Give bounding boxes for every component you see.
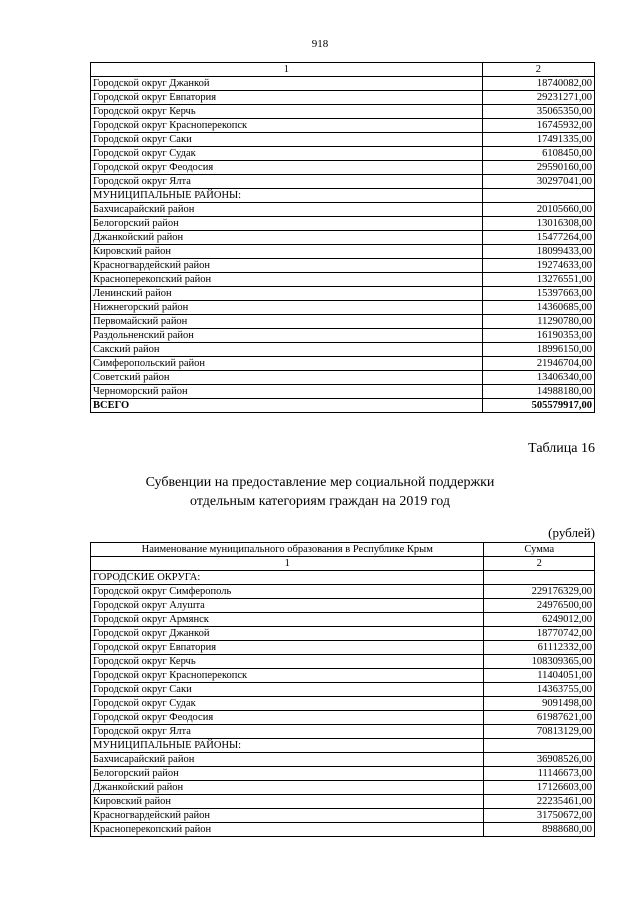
row-value: 11404051,00 (484, 669, 595, 683)
table-row (91, 91, 595, 105)
table-row (91, 273, 595, 287)
row-value: 20105660,00 (482, 203, 594, 217)
subvention-table (90, 542, 595, 837)
row-value: 14988180,00 (482, 385, 594, 399)
row-name: Кировский район (91, 795, 484, 809)
row-name: Городской округ Армянск (91, 613, 484, 627)
row-name: Белогорский район (91, 217, 483, 231)
row-value: 6249012,00 (484, 613, 595, 627)
table-row (91, 571, 595, 585)
table1-body (91, 77, 595, 399)
row-name: Советский район (91, 371, 483, 385)
row-value (484, 571, 595, 585)
table-row (91, 119, 595, 133)
table-title (0, 473, 640, 511)
unit-label: (рублей) (548, 525, 595, 540)
row-value: 17126603,00 (484, 781, 595, 795)
row-name: Красногвардейский район (91, 259, 483, 273)
row-name: Городской округ Евпатория (91, 641, 484, 655)
row-name: Белогорский район (91, 767, 484, 781)
row-value: 108309365,00 (484, 655, 595, 669)
column-number-1: 1 (91, 63, 483, 77)
table-title-line-2: отдельным категориям граждан на 2019 год (190, 494, 450, 509)
table-row (91, 105, 595, 119)
table-row (91, 613, 595, 627)
row-name: Джанкойский район (91, 231, 483, 245)
row-value: 61987621,00 (484, 711, 595, 725)
row-value: 19274633,00 (482, 259, 594, 273)
row-value: 9091498,00 (484, 697, 595, 711)
row-name: Городской округ Феодосия (91, 711, 484, 725)
table-row (91, 245, 595, 259)
row-value (484, 739, 595, 753)
table-row (91, 385, 595, 399)
row-value: 61112332,00 (484, 641, 595, 655)
row-value: 13016308,00 (482, 217, 594, 231)
row-name: Раздольненский район (91, 329, 483, 343)
table-row (91, 767, 595, 781)
table-row (91, 203, 595, 217)
table-row (91, 315, 595, 329)
row-name: Городской округ Саки (91, 133, 483, 147)
row-name: Городской округ Феодосия (91, 161, 483, 175)
total-value: 505579917,00 (482, 399, 594, 413)
row-name: Городской округ Джанкой (91, 77, 483, 91)
row-name: Городской округ Евпатория (91, 91, 483, 105)
row-value: 21946704,00 (482, 357, 594, 371)
table-row (91, 599, 595, 613)
row-name: Городской округ Джанкой (91, 627, 484, 641)
row-value: 13406340,00 (482, 371, 594, 385)
row-value: 14363755,00 (484, 683, 595, 697)
row-value: 6108450,00 (482, 147, 594, 161)
table-caption: Таблица 16 (528, 441, 595, 456)
row-name: МУНИЦИПАЛЬНЫЕ РАЙОНЫ: (91, 739, 484, 753)
row-value: 30297041,00 (482, 175, 594, 189)
total-row (91, 399, 595, 413)
table-row (91, 259, 595, 273)
column-number-row (91, 63, 595, 77)
row-value: 229176329,00 (484, 585, 595, 599)
row-name: МУНИЦИПАЛЬНЫЕ РАЙОНЫ: (91, 189, 483, 203)
row-value: 15397663,00 (482, 287, 594, 301)
row-value: 18770742,00 (484, 627, 595, 641)
row-value: 18740082,00 (482, 77, 594, 91)
row-value: 11146673,00 (484, 767, 595, 781)
row-name: Городской округ Ялта (91, 725, 484, 739)
row-name: Городской округ Ялта (91, 175, 483, 189)
table-row (91, 77, 595, 91)
row-value: 11290780,00 (482, 315, 594, 329)
table-row (91, 287, 595, 301)
row-value: 36908526,00 (484, 753, 595, 767)
row-name: Городской округ Керчь (91, 655, 484, 669)
row-name: Красноперекопский район (91, 823, 484, 837)
table-row (91, 343, 595, 357)
row-name: Первомайский район (91, 315, 483, 329)
row-name: Городской округ Симферополь (91, 585, 484, 599)
row-value: 24976500,00 (484, 599, 595, 613)
row-value: 17491335,00 (482, 133, 594, 147)
row-name: Джанкойский район (91, 781, 484, 795)
table-row (91, 627, 595, 641)
row-value: 29590160,00 (482, 161, 594, 175)
row-name: Нижнегорский район (91, 301, 483, 315)
row-name: Городской округ Судак (91, 697, 484, 711)
row-name: Городской округ Керчь (91, 105, 483, 119)
row-name: Городской округ Саки (91, 683, 484, 697)
page-number: 918 (311, 38, 329, 50)
table-row (91, 189, 595, 203)
table-row (91, 301, 595, 315)
column-number-row (91, 557, 595, 571)
row-value: 18996150,00 (482, 343, 594, 357)
row-name: Сакский район (91, 343, 483, 357)
row-value: 29231271,00 (482, 91, 594, 105)
table2-body (91, 571, 595, 837)
row-value (482, 189, 594, 203)
table-row (91, 697, 595, 711)
table-row (91, 809, 595, 823)
table-row (91, 231, 595, 245)
row-value: 35065350,00 (482, 105, 594, 119)
table-row (91, 711, 595, 725)
column-number-1: 1 (91, 557, 484, 571)
row-name: Черноморский район (91, 385, 483, 399)
row-name: Городской округ Красноперекопск (91, 669, 484, 683)
table-row (91, 823, 595, 837)
table-row (91, 161, 595, 175)
table-row (91, 795, 595, 809)
table-row (91, 781, 595, 795)
table-row (91, 133, 595, 147)
table-title-line-1: Субвенции на предоставление мер социальной поддержки (145, 475, 495, 490)
row-name: Городской округ Красноперекопск (91, 119, 483, 133)
row-name: Ленинский район (91, 287, 483, 301)
row-value: 15477264,00 (482, 231, 594, 245)
row-name: Городской округ Алушта (91, 599, 484, 613)
table-row (91, 217, 595, 231)
row-name: Бахчисарайский район (91, 753, 484, 767)
row-name: Красноперекопский район (91, 273, 483, 287)
row-value: 16745932,00 (482, 119, 594, 133)
table-row (91, 175, 595, 189)
table-row (91, 753, 595, 767)
row-value: 8988680,00 (484, 823, 595, 837)
table-row (91, 739, 595, 753)
table-row (91, 641, 595, 655)
row-value: 22235461,00 (484, 795, 595, 809)
table-row (91, 725, 595, 739)
header-row (91, 543, 595, 557)
table-row (91, 683, 595, 697)
row-name: ГОРОДСКИЕ ОКРУГА: (91, 571, 484, 585)
table-row (91, 147, 595, 161)
row-value: 16190353,00 (482, 329, 594, 343)
row-value: 70813129,00 (484, 725, 595, 739)
column-number-2: 2 (482, 63, 594, 77)
header-name: Наименование муниципального образования в Республике Крым (91, 543, 484, 557)
row-name: Кировский район (91, 245, 483, 259)
header-sum: Сумма (484, 543, 595, 557)
subsidy-table-continued (90, 62, 595, 413)
column-number-2: 2 (484, 557, 595, 571)
table-row (91, 585, 595, 599)
table-row (91, 669, 595, 683)
row-value: 13276551,00 (482, 273, 594, 287)
row-name: Бахчисарайский район (91, 203, 483, 217)
table-row (91, 357, 595, 371)
table-row (91, 329, 595, 343)
row-value: 31750672,00 (484, 809, 595, 823)
row-value: 18099433,00 (482, 245, 594, 259)
table-row (91, 655, 595, 669)
total-label: ВСЕГО (91, 399, 483, 413)
table-row (91, 371, 595, 385)
row-name: Городской округ Судак (91, 147, 483, 161)
row-name: Красногвардейский район (91, 809, 484, 823)
row-value: 14360685,00 (482, 301, 594, 315)
row-name: Симферопольский район (91, 357, 483, 371)
